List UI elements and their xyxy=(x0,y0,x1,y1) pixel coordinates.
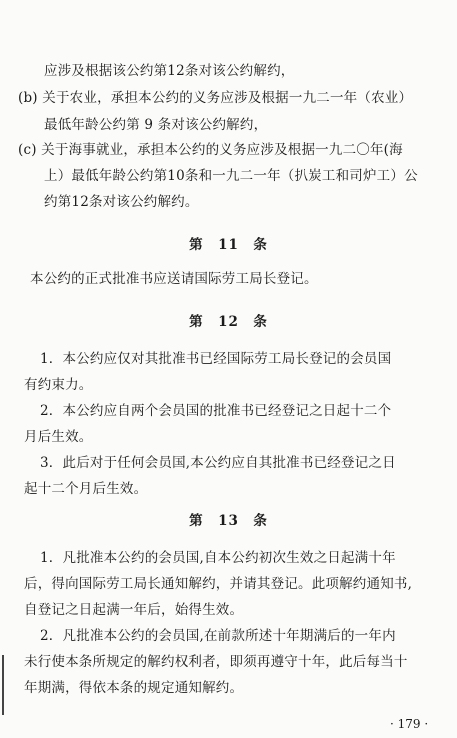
article-13-heading: 第 13 条 xyxy=(189,513,268,529)
text-line: 上）最低年龄公约第10条和一九二一年（扒炭工和司炉工）公 xyxy=(44,168,418,184)
text-line: 有约束力。 xyxy=(24,377,93,393)
page-number: · 179 · xyxy=(390,717,429,731)
text-line: 1．凡批准本公约的会员国,自本公约初次生效之日起满十年 xyxy=(40,550,396,566)
article-11-heading: 第 11 条 xyxy=(189,237,268,253)
text-line: 月后生效。 xyxy=(24,429,93,445)
text-line: 2．凡批准本公约的会员国,在前款所述十年期满后的一年内 xyxy=(40,628,396,644)
article-12-heading: 第 12 条 xyxy=(189,314,268,330)
text-line: 本公约的正式批准书应送请国际劳工局长登记。 xyxy=(30,271,318,287)
text-line: (b) 关于农业，承担本公约的义务应涉及根据一九二一年（农业） xyxy=(18,90,413,106)
text-line: 最低年龄公约第 9 条对该公约解约， xyxy=(44,117,268,133)
text-line: 后，得向国际劳工局长通知解约，并请其登记。此项解约通知书, xyxy=(24,576,413,592)
text-line: 年期满，得依本条的规定通知解约。 xyxy=(24,680,244,696)
text-line: 约第12条对该公约解约。 xyxy=(44,194,199,210)
text-line: 自登记之日起满一年后，始得生效。 xyxy=(24,602,244,618)
text-line: 起十二个月后生效。 xyxy=(24,481,148,497)
text-line: (c) 关于海事就业，承担本公约的义务应涉及根据一九二〇年(海 xyxy=(18,142,403,158)
text-line: 未行使本条所规定的解约权利者，即须再遵守十年，此后每当十 xyxy=(24,654,408,670)
text-line: 1．本公约应仅对其批准书已经国际劳工局长登记的会员国 xyxy=(40,351,392,367)
text-line: 3．此后对于任何会员国,本公约应自其批准书已经登记之日 xyxy=(40,455,396,471)
text-line: 2．本公约应自两个会员国的批准书已经登记之日起十二个 xyxy=(40,403,392,419)
scan-edge-mark xyxy=(2,655,4,715)
text-line: 应涉及根据该公约第12条对该公约解约， xyxy=(44,63,295,79)
